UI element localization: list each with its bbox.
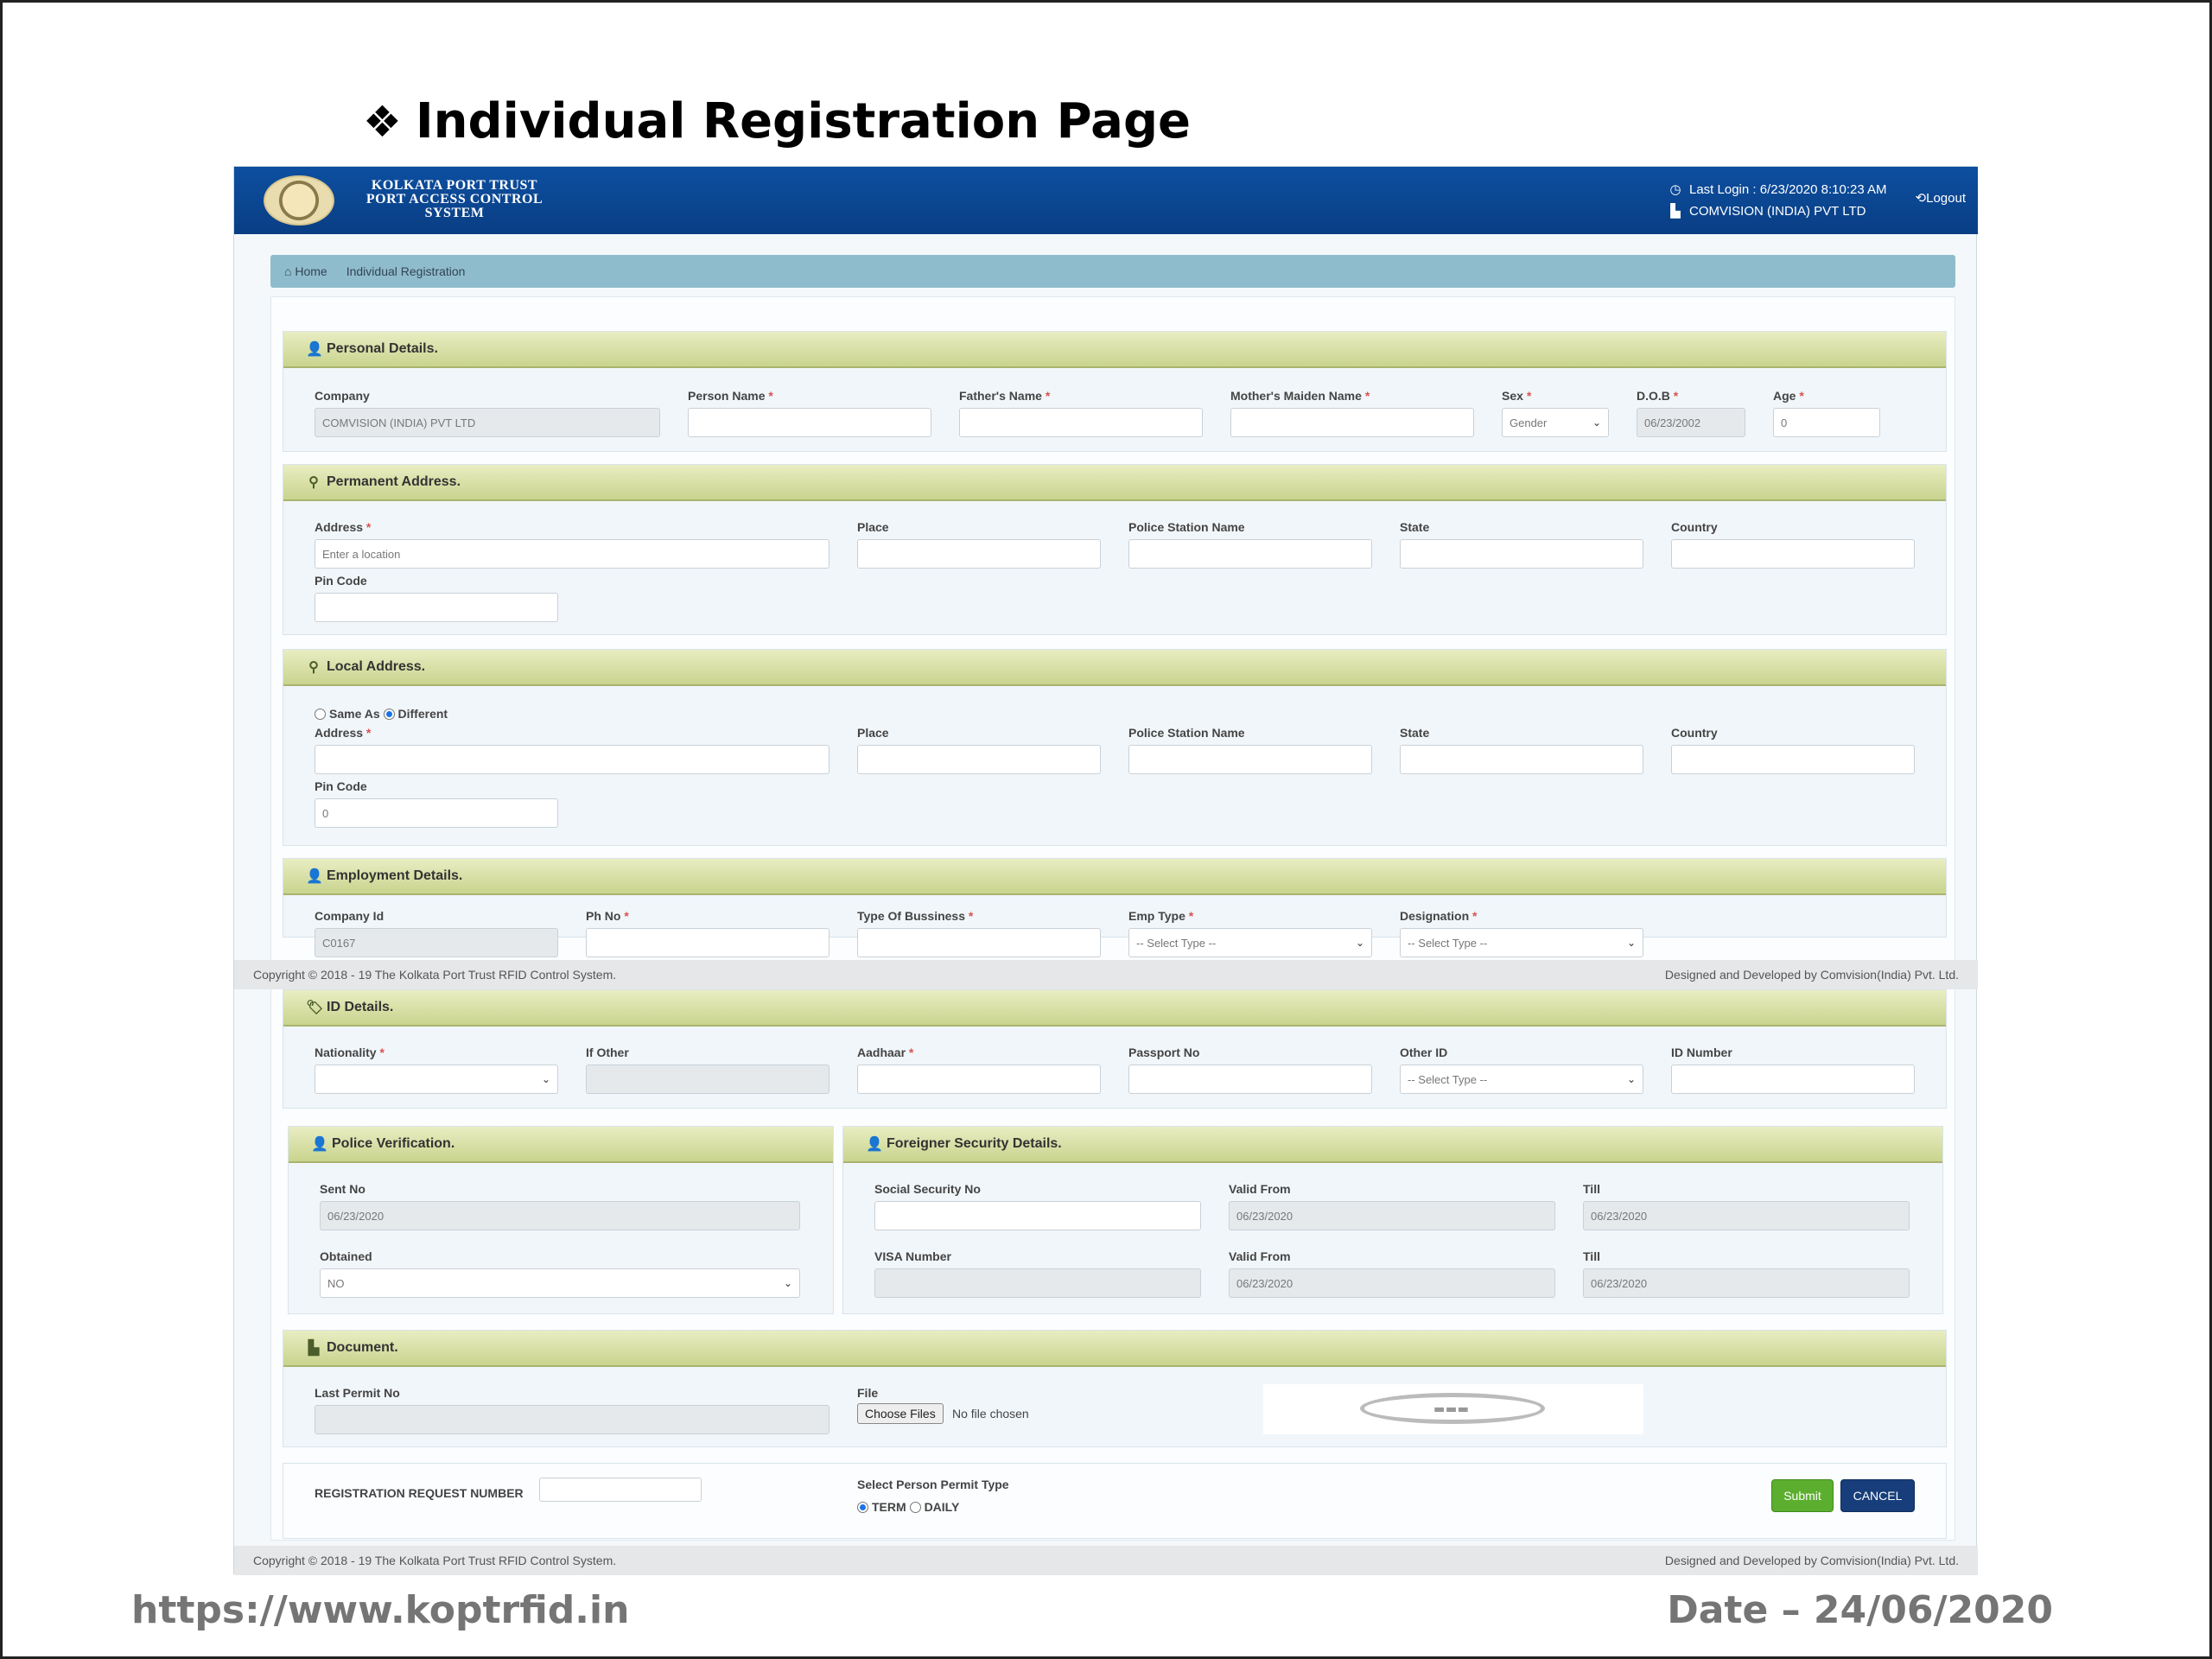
visa-field[interactable] — [874, 1268, 1201, 1298]
ssn-label: Social Security No — [874, 1182, 981, 1196]
local-pin-field[interactable]: 0 — [315, 798, 558, 828]
slide-url: https://www.koptrfid.in — [131, 1588, 630, 1632]
last-permit-label: Last Permit No — [315, 1386, 400, 1400]
section-header — [843, 1127, 1942, 1163]
permit-type-label: Select Person Permit Type — [857, 1478, 1009, 1491]
logout-label: Logout — [1926, 191, 1966, 206]
section-header — [283, 990, 1946, 1027]
registration-request-field[interactable] — [539, 1478, 702, 1502]
same-as-radio[interactable] — [315, 709, 326, 720]
company-id-label: Company Id — [315, 909, 385, 923]
aadhaar-label: Aadhaar * — [857, 1046, 914, 1059]
section-header — [283, 1331, 1946, 1367]
dob-field[interactable]: 06/23/2002 — [1637, 408, 1745, 437]
bullet-icon: ❖ — [363, 96, 402, 147]
map-marker-icon: ⚲ — [308, 475, 319, 490]
logout-icon: ⟲ — [1915, 191, 1927, 206]
section-title: Local Address. — [327, 659, 426, 674]
father-name-label: Father's Name * — [959, 389, 1051, 403]
term-radio[interactable] — [857, 1502, 868, 1513]
brand-line-3: SYSTEM — [424, 206, 485, 220]
company-label: Company — [315, 389, 370, 403]
place-label: Place — [857, 726, 889, 740]
valid-from-label: Valid From — [1229, 1182, 1291, 1196]
breadcrumb-home[interactable]: ⌂ Home — [284, 264, 327, 278]
person-name-label: Person Name * — [688, 389, 773, 403]
police-verification-section — [288, 1126, 834, 1314]
local-address-field[interactable] — [315, 745, 830, 774]
copyright-text: Copyright © 2018 - 19 The Kolkata Port Trust RFID Control System. — [253, 968, 617, 982]
nationality-label: Nationality * — [315, 1046, 385, 1059]
section-title: Personal Details. — [327, 341, 438, 356]
permanent-police-station-field[interactable] — [1128, 539, 1372, 569]
visa-label: VISA Number — [874, 1249, 951, 1263]
clock-icon: ◷ — [1669, 182, 1681, 197]
passport-label: Passport No — [1128, 1046, 1200, 1059]
copyright-text: Copyright © 2018 - 19 The Kolkata Port Trust RFID Control System. — [253, 1554, 617, 1567]
file-label: File — [857, 1386, 879, 1400]
cancel-button[interactable]: CANCEL — [1840, 1479, 1915, 1512]
business-type-field[interactable] — [857, 928, 1101, 957]
country-label: Country — [1671, 726, 1718, 740]
slide-title-text: Individual Registration Page — [415, 93, 1192, 149]
address-same-radio-group: Same As Different — [315, 707, 448, 721]
map-marker-icon: ⚲ — [308, 660, 319, 675]
local-country-field[interactable] — [1671, 745, 1915, 774]
permanent-state-field[interactable] — [1400, 539, 1643, 569]
valid-from-label: Valid From — [1229, 1249, 1291, 1263]
chevron-down-icon: ⌄ — [541, 1073, 550, 1085]
page-footer-bottom — [234, 1546, 1978, 1575]
photo-preview — [1263, 1384, 1643, 1434]
personal-details-section — [283, 331, 1947, 452]
permit-type-radio-group: TERM DAILY — [857, 1500, 959, 1514]
breadcrumb — [270, 255, 1955, 288]
section-header — [283, 332, 1946, 368]
registration-request-label: REGISTRATION REQUEST NUMBER — [315, 1486, 524, 1500]
till-label: Till — [1583, 1249, 1600, 1263]
permanent-country-field[interactable] — [1671, 539, 1915, 569]
local-place-field[interactable] — [857, 745, 1101, 774]
designation-label: Designation * — [1400, 909, 1478, 923]
company-field[interactable]: COMVISION (INDIA) PVT LTD — [315, 408, 660, 437]
brand-name — [338, 179, 571, 220]
section-header — [283, 465, 1946, 501]
chevron-down-icon: ⌄ — [783, 1277, 792, 1289]
id-number-label: ID Number — [1671, 1046, 1732, 1059]
phone-label: Ph No * — [586, 909, 629, 923]
submission-section — [283, 1463, 1947, 1539]
pin-code-label: Pin Code — [315, 574, 367, 588]
different-radio[interactable] — [384, 709, 395, 720]
till-label: Till — [1583, 1182, 1600, 1196]
chevron-down-icon: ⌄ — [1355, 937, 1364, 949]
ssn-valid-from-field[interactable]: 06/23/2020 — [1229, 1201, 1555, 1230]
sent-field[interactable]: 06/23/2020 — [320, 1201, 800, 1230]
passport-field[interactable] — [1128, 1065, 1372, 1094]
local-address-section — [283, 649, 1947, 846]
local-state-field[interactable] — [1400, 745, 1643, 774]
last-login: Last Login : 6/23/2020 8:10:23 AM — [1689, 182, 1887, 197]
slide-date: Date – 24/06/2020 — [1667, 1588, 2053, 1632]
mother-name-field[interactable] — [1230, 408, 1474, 437]
ssn-field[interactable] — [874, 1201, 1201, 1230]
breadcrumb-current: Individual Registration — [346, 264, 466, 278]
age-label: Age * — [1773, 389, 1804, 403]
chevron-down-icon: ⌄ — [1626, 937, 1636, 949]
country-label: Country — [1671, 520, 1718, 534]
person-name-field[interactable] — [688, 408, 931, 437]
section-title: Police Verification. — [332, 1136, 455, 1151]
section-title: Employment Details. — [327, 868, 463, 883]
visa-till-field[interactable]: 06/23/2020 — [1583, 1268, 1910, 1298]
logout-button[interactable] — [1916, 190, 1966, 206]
designed-by-text: Designed and Developed by Comvision(India) Pvt. Ltd. — [1664, 1554, 1959, 1567]
section-title: Foreigner Security Details. — [887, 1136, 1062, 1151]
sent-label: Sent No — [320, 1182, 365, 1196]
app-header — [234, 167, 1978, 234]
id-details-section — [283, 989, 1947, 1109]
home-icon: ⌂ — [284, 264, 296, 278]
state-label: State — [1400, 520, 1430, 534]
phone-field[interactable] — [586, 928, 830, 957]
brand-line-1: KOLKATA PORT TRUST — [371, 178, 538, 193]
pin-code-label: Pin Code — [315, 779, 367, 793]
building-icon: ▙ — [1670, 204, 1681, 219]
sex-select[interactable]: Gender ⌄ — [1502, 408, 1609, 437]
address-label: Address * — [315, 520, 372, 534]
nationality-select[interactable] — [315, 1065, 558, 1094]
place-label: Place — [857, 520, 889, 534]
company-id-field[interactable]: C0167 — [315, 928, 558, 957]
state-label: State — [1400, 726, 1430, 740]
other-id-label: Other ID — [1400, 1046, 1448, 1059]
permanent-address-field[interactable]: Enter a location — [315, 539, 830, 569]
father-name-field[interactable] — [959, 408, 1203, 437]
section-title: Permanent Address. — [327, 474, 461, 489]
submit-button[interactable]: Submit — [1771, 1479, 1834, 1512]
other-id-select[interactable]: -- Select Type -- ⌄ — [1400, 1065, 1643, 1094]
last-permit-field[interactable] — [315, 1405, 830, 1434]
permanent-pin-field[interactable] — [315, 593, 558, 622]
no-file-text: No file chosen — [952, 1407, 1029, 1421]
employment-details-section — [283, 858, 1947, 950]
chevron-down-icon: ⌄ — [1592, 416, 1601, 429]
user-icon: 👤 — [306, 869, 323, 884]
permanent-place-field[interactable] — [857, 539, 1101, 569]
app-screenshot — [233, 166, 1977, 1574]
section-title: Document. — [327, 1340, 398, 1355]
address-label: Address * — [315, 726, 372, 740]
designation-select[interactable]: -- Select Type -- ⌄ — [1400, 928, 1643, 957]
dob-label: D.O.B * — [1637, 389, 1679, 403]
photo-placeholder-image: ▬▬▬ — [1360, 1393, 1545, 1424]
section-title: ID Details. — [327, 1000, 394, 1014]
tags-icon: 🏷 — [306, 1001, 324, 1015]
permanent-address-section — [283, 464, 1947, 635]
age-field[interactable]: 0 — [1773, 408, 1880, 437]
section-header — [283, 650, 1946, 686]
user-icon: 👤 — [311, 1137, 328, 1152]
chevron-down-icon: ⌄ — [1626, 1073, 1636, 1085]
police-station-label: Police Station Name — [1128, 726, 1245, 740]
foreigner-security-section — [842, 1126, 1943, 1314]
if-other-field[interactable] — [586, 1065, 830, 1094]
emp-type-select[interactable]: -- Select Type -- ⌄ — [1128, 928, 1372, 957]
sex-label: Sex * — [1502, 389, 1532, 403]
designed-by-text: Designed and Developed by Comvision(India) Pvt. Ltd. — [1664, 968, 1959, 982]
id-number-field[interactable] — [1671, 1065, 1915, 1094]
document-section — [283, 1330, 1947, 1447]
file-icon: ▙ — [308, 1341, 320, 1356]
obtained-select[interactable]: NO ⌄ — [320, 1268, 800, 1298]
user-icon: 👤 — [306, 342, 323, 357]
if-other-label: If Other — [586, 1046, 629, 1059]
local-police-station-field[interactable] — [1128, 745, 1372, 774]
session-info — [1669, 179, 1887, 222]
obtained-label: Obtained — [320, 1249, 372, 1263]
choose-files-button[interactable]: Choose Files — [857, 1403, 944, 1424]
visa-valid-from-field[interactable]: 06/23/2020 — [1229, 1268, 1555, 1298]
ssn-till-field[interactable]: 06/23/2020 — [1583, 1201, 1910, 1230]
mother-name-label: Mother's Maiden Name * — [1230, 389, 1370, 403]
section-header — [283, 859, 1946, 895]
aadhaar-field[interactable] — [857, 1065, 1101, 1094]
police-station-label: Police Station Name — [1128, 520, 1245, 534]
section-header — [289, 1127, 833, 1163]
brand-line-2: PORT ACCESS CONTROL — [365, 192, 543, 207]
port-trust-logo — [264, 175, 334, 226]
slide-title — [363, 93, 1191, 149]
page-footer — [234, 960, 1978, 989]
business-type-label: Type Of Bussiness * — [857, 909, 974, 923]
daily-radio[interactable] — [910, 1502, 921, 1513]
user-icon: 👤 — [866, 1137, 883, 1152]
user-company: COMVISION (INDIA) PVT LTD — [1689, 204, 1866, 219]
emp-type-label: Emp Type * — [1128, 909, 1194, 923]
